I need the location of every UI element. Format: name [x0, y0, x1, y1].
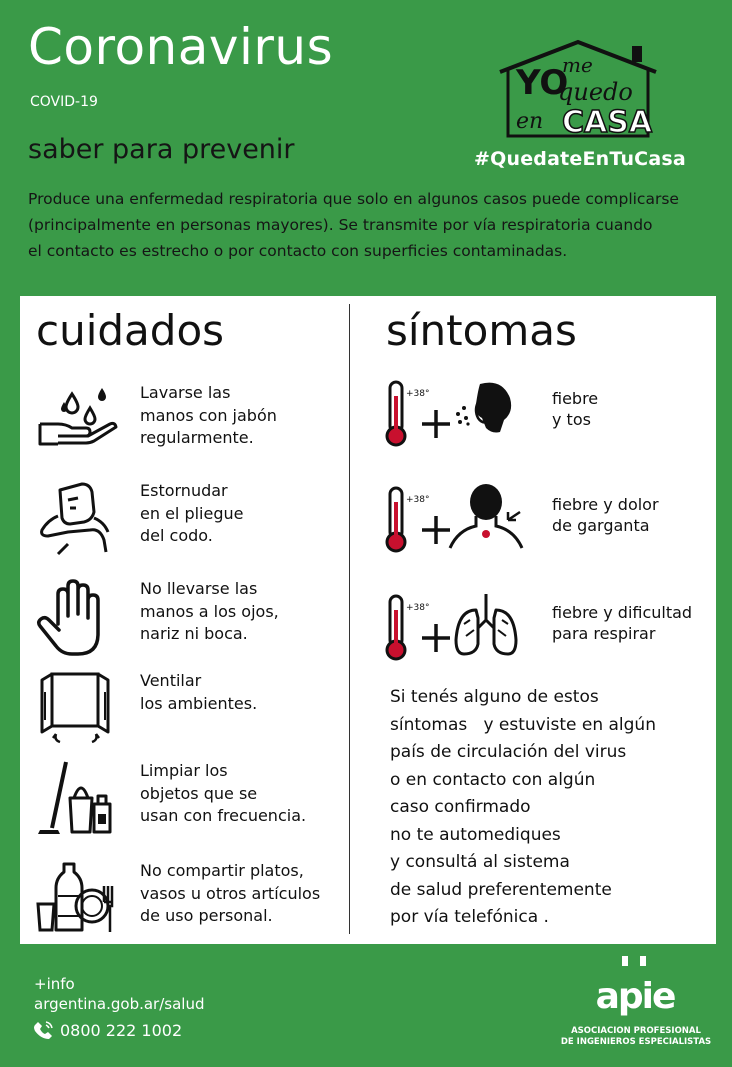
thermometer-icon [387, 488, 405, 551]
care-text: Estornudar en el pliegue del codo. [140, 481, 244, 545]
svg-text:apie: apie [595, 976, 675, 1017]
sore-throat-icon [450, 484, 522, 548]
intro-text [28, 186, 718, 264]
care-text: Limpiar los objetos que se usan con frecuencia. [140, 761, 307, 825]
symptom-fever-cough [384, 376, 714, 456]
care-text: No llevarse las manos a los ojos, nariz ni boca. [140, 579, 279, 643]
info-panel [20, 296, 716, 944]
care-item-no-touch [36, 578, 346, 658]
symptom-text: fiebre y dolor de garganta [552, 495, 659, 535]
care-item-no-share [36, 860, 346, 940]
thermometer-icon [387, 596, 405, 659]
cuidados-title: cuidados [36, 306, 225, 355]
fever-breath-graphic [384, 590, 524, 670]
fever-throat-graphic [384, 482, 524, 562]
symptom-text: fiebre y dificultad para respirar [552, 603, 693, 643]
column-divider [349, 304, 350, 934]
page-title: Coronavirus [28, 18, 334, 76]
hashtag: #QuedateEnTuCasa [474, 148, 686, 170]
tagline: saber para prevenir [28, 134, 295, 165]
care-item-sneeze [36, 480, 346, 560]
covid-subtitle: COVID-19 [30, 94, 98, 110]
apie-logo [595, 952, 675, 1022]
lungs-icon [456, 594, 516, 654]
cough-icon [456, 383, 511, 433]
sneeze-elbow-icon [36, 480, 116, 560]
symptom-fever-throat [384, 482, 714, 562]
logo-word-quedo: quedo [558, 78, 633, 106]
phone-contact[interactable] [34, 1020, 182, 1040]
care-text: Lavarse las manos con jabón regularmente. [140, 383, 277, 447]
care-item-ventilate [36, 670, 346, 750]
thermometer-icon [387, 382, 405, 445]
footer-info [34, 974, 204, 1014]
dishes-icon [36, 860, 116, 940]
more-info-label: +info [34, 975, 75, 993]
phone-icon [34, 1020, 54, 1040]
logo-word-me: me [562, 53, 593, 77]
intro-line: el contacto es estrecho o por contacto con superficies contaminadas. [28, 242, 568, 260]
care-item-clean [36, 760, 346, 840]
symptom-fever-breath [384, 590, 714, 670]
org-name: ASOCIACION PROFESIONAL DE INGENIEROS ESPECIALISTAS [560, 1026, 712, 1047]
temperature-label: +38° [406, 389, 430, 399]
intro-line: (principalmente en personas mayores). Se transmite por vía respiratoria cuando [28, 216, 653, 234]
hand-stop-icon [36, 578, 116, 658]
svg-text:+38°: +38° [406, 603, 430, 613]
svg-text:+38°: +38° [406, 495, 430, 505]
advice-text: Si tenés alguno de estos síntomas y estuviste en algún país de circulación del virus o en contacto con algún caso confirmado no te automediques y consultá al sistema de salud preferentemente por vía telefónica . [390, 687, 656, 927]
logo-word-yo: YO [516, 63, 569, 103]
logo-word-casa: CASA [562, 105, 653, 140]
logo-word-en: en [516, 109, 544, 134]
website-link[interactable]: argentina.gob.ar/salud [34, 995, 205, 1013]
cleaning-icon [36, 760, 116, 840]
phone-number: 0800 222 1002 [60, 1020, 183, 1040]
sintomas-title: síntomas [386, 306, 577, 355]
care-item-handwash [36, 382, 346, 462]
yo-me-quedo-en-casa-logo [494, 38, 662, 142]
symptom-text: fiebre y tos [552, 389, 599, 429]
care-text: Ventilar los ambientes. [140, 671, 258, 713]
window-open-icon [36, 670, 116, 750]
care-text: No compartir platos, vasos u otros artículos de uso personal. [140, 861, 321, 925]
hand-wash-icon [36, 382, 116, 462]
fever-cough-graphic [384, 376, 524, 456]
intro-line: Produce una enfermedad respiratoria que solo en algunos casos puede complicarse [28, 190, 679, 208]
